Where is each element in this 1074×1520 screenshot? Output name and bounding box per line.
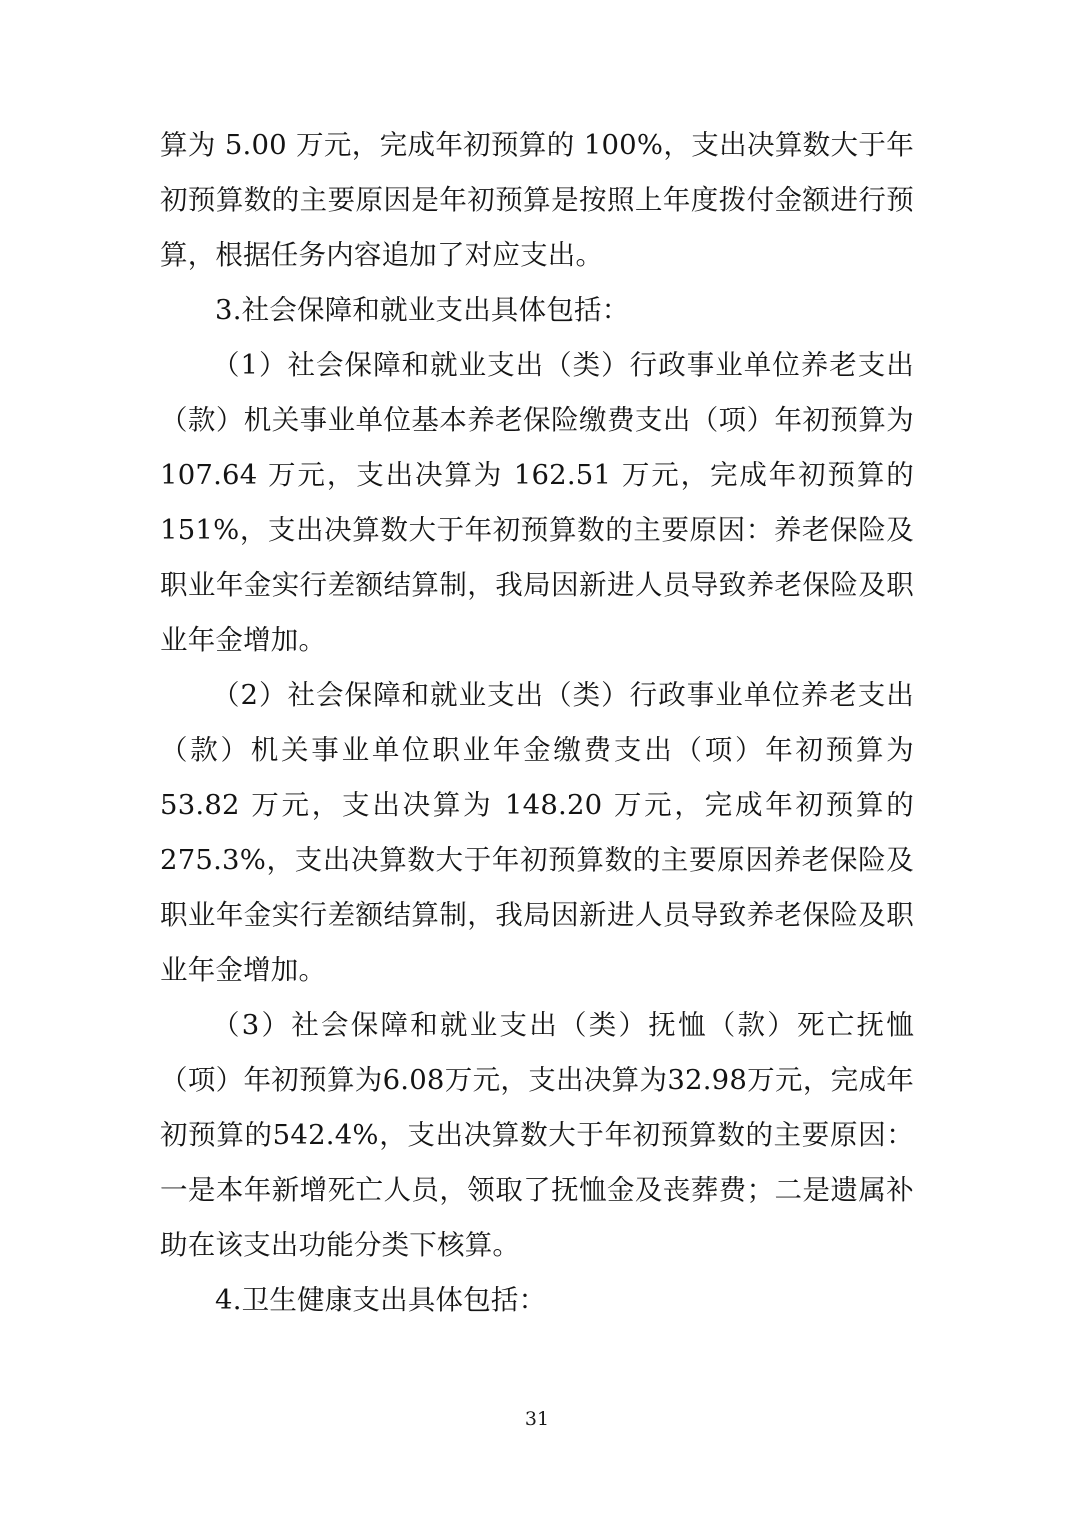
page-body bbox=[160, 118, 914, 1328]
paragraph-section-4-heading: 4.卫生健康支出具体包括： bbox=[215, 1284, 547, 1316]
paragraph-item-3: （3）社会保障和就业支出（类）抚恤（款）死亡抚恤（项）年初预算为6.08万元，支出决算为32.98万元，完成年初预算的542.4%，支出决算数大于年初预算数的主要原因：一是本年新增死亡人员，领取了抚恤金及丧葬费；二是遗属补助在该支出功能分类下核算。 bbox=[160, 1009, 914, 1261]
paragraph-item-1: （1）社会保障和就业支出（类）行政事业单位养老支出（款）机关事业单位基本养老保险缴费支出（项）年初预算为 107.64 万元，支出决算为 162.51 万元，完成年初预算的 151%，支出决算数大于年初预算数的主要原因：养老保险及职业年金实行差额结算制，我局因新进人员导致养老保险及职业年金增加。 bbox=[160, 349, 914, 656]
paragraph-item-2: （2）社会保障和就业支出（类）行政事业单位养老支出（款）机关事业单位职业年金缴费支出（项）年初预算为 53.82 万元，支出决算为 148.20 万元，完成年初预算的 275.3%，支出决算数大于年初预算数的主要原因养老保险及职业年金实行差额结算制，我局因新进人员导致养老保险及职业年金增加。 bbox=[160, 679, 914, 986]
paragraph-section-3-heading: 3.社会保障和就业支出具体包括： bbox=[215, 294, 630, 326]
paragraph-continuation: 算为 5.00 万元，完成年初预算的 100%，支出决算数大于年初预算数的主要原因是年初预算是按照上年度拨付金额进行预算，根据任务内容追加了对应支出。 bbox=[160, 129, 914, 271]
page-number: 31 bbox=[524, 1408, 550, 1430]
